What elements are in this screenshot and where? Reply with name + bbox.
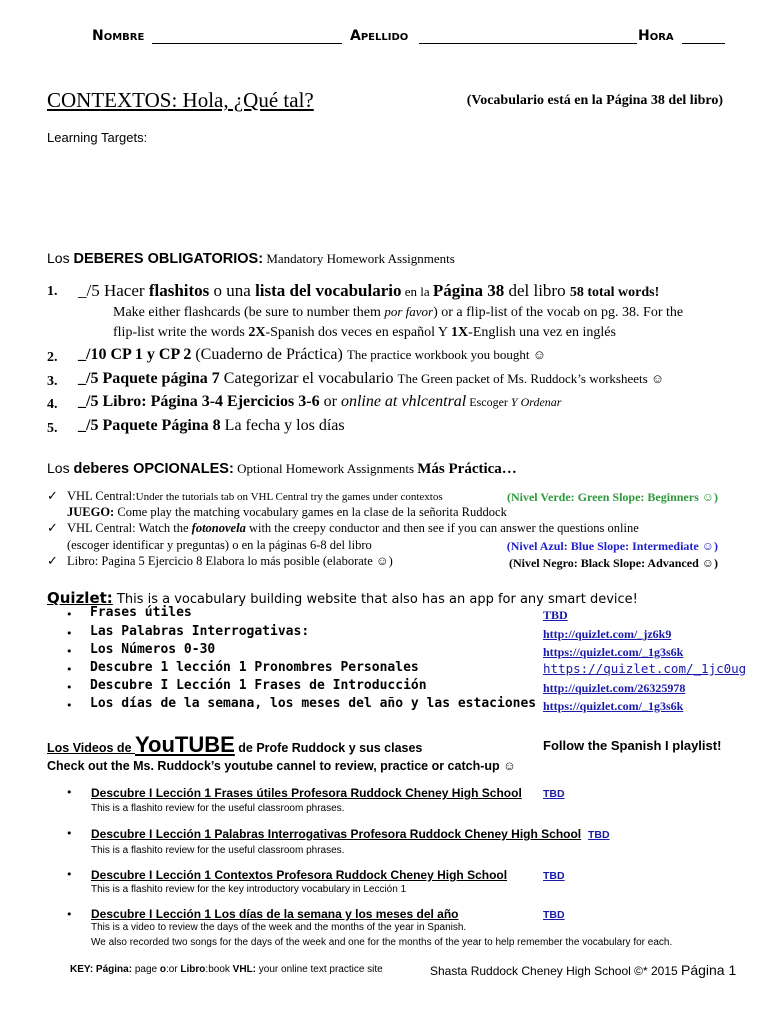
item-number: 5.: [47, 421, 58, 436]
bullet: •: [66, 908, 73, 921]
vocab-note: (Vocabulario está en la Página 38 del libro): [466, 93, 723, 108]
quizlet-item: Los días de la semana, los meses del año y las estaciones: [90, 696, 537, 711]
mandatory-item-2: _/10 CP 1 y CP 2 (Cuaderno de Práctica) The practice workbook you bought ☺: [78, 346, 547, 363]
check-icon: ✓: [47, 521, 58, 536]
mandatory-item-1-desc-1: Make either flashcards (be sure to number them por favor) or a flip-list of the vocab on pg. 38. For the: [113, 304, 684, 320]
item-number: 4.: [47, 397, 58, 412]
quizlet-link[interactable]: https://quizlet.com/_1g3s6k: [543, 645, 684, 659]
video-title[interactable]: Descubre I Lección 1 Los días de la semana y los meses del año: [91, 907, 459, 921]
video-desc: This is a video to review the days of the week and the months of the year in Spanish.: [91, 922, 467, 933]
optional-heading: Los deberes OPCIONALES: Optional Homework Assignments Más Práctica…: [47, 460, 517, 477]
quizlet-link[interactable]: https://quizlet.com/_1jc0ug: [543, 661, 747, 676]
check-icon: ✓: [47, 554, 58, 569]
optional-line-2: JUEGO: Come play the matching vocabulary games en la clase de la señorita Ruddock: [67, 505, 507, 519]
video-link[interactable]: TBD: [588, 829, 610, 841]
mandatory-item-1: _/5 Hacer flashitos o una lista del vocabulario en la Página 38 del libro 58 total words!: [78, 281, 660, 300]
mandatory-item-5: _/5 Paquete Página 8 La fecha y los días: [78, 417, 345, 434]
quizlet-link[interactable]: http://quizlet.com/26325978: [543, 681, 686, 695]
item-number: 1.: [47, 284, 58, 299]
mandatory-heading: Los DEBERES OBLIGATORIOS: Mandatory Homework Assignments: [47, 250, 455, 267]
footer-credit: Shasta Ruddock Cheney High School ©* 2015 Página 1: [430, 962, 737, 978]
quizlet-item: Descubre I Lección 1 Frases de Introducción: [90, 678, 427, 693]
check-icon: ✓: [47, 489, 58, 504]
youtube-heading: Los Videos de YouTUBE de Profe Ruddock y sus clases: [47, 732, 423, 757]
quizlet-link[interactable]: http://quizlet.com/_jz6k9: [543, 627, 672, 641]
video-desc: We also recorded two songs for the days of the week and one for the months of the year to help remember the vocabulary for each.: [91, 937, 673, 948]
mandatory-item-1-desc-2: flip-list write the words 2X-Spanish dos veces en español Y 1X-English una vez en inglés: [113, 325, 616, 340]
playlist-note: Follow the Spanish I playlist!: [543, 738, 722, 753]
optional-line-1: VHL Central:Under the tutorials tab on VHL Central try the games under contextos: [67, 489, 443, 503]
bullet: •: [66, 786, 73, 799]
learning-targets-label: Learning Targets:: [47, 130, 148, 145]
bullet: •: [66, 827, 73, 840]
quizlet-item: Las Palabras Interrogativas:: [90, 624, 310, 639]
quizlet-link[interactable]: https://quizlet.com/_1g3s6k: [543, 699, 684, 713]
apellido-line: [419, 43, 637, 44]
bullet: •: [66, 645, 73, 658]
mandatory-item-4: _/5 Libro: Página 3-4 Ejercicios 3-6 or online at vhlcentral Escoger Y Ordenar: [78, 393, 562, 410]
bullet: •: [66, 627, 73, 640]
level-green: (Nivel Verde: Green Slope: Beginners ☺): [506, 490, 718, 504]
quizlet-link[interactable]: TBD: [543, 608, 568, 622]
quizlet-heading: Quizlet: This is a vocabulary building website that also has an app for any smart device!: [47, 589, 638, 607]
level-black: (Nivel Negro: Black Slope: Advanced ☺): [508, 556, 718, 570]
bullet: •: [66, 868, 73, 881]
quizlet-item: Los Números 0-30: [90, 642, 216, 657]
apellido-label: Apellido: [350, 28, 409, 44]
youtube-check-out: Check out the Ms. Ruddock’s youtube cannel to review, practice or catch-up ☺: [47, 759, 516, 773]
hora-line: [682, 43, 725, 44]
video-title[interactable]: Descubre I Lección 1 Contextos Profesora Ruddock Cheney High School: [91, 868, 508, 882]
video-desc: This is a flashito review for the key introductory vocabulary in Lección 1: [91, 884, 407, 895]
quizlet-item: Frases útiles: [90, 605, 192, 620]
video-link[interactable]: TBD: [543, 788, 565, 800]
item-number: 2.: [47, 350, 58, 365]
page-title: CONTEXTOS: Hola, ¿Qué tal?: [47, 88, 314, 112]
optional-line-5: Libro: Pagina 5 Ejercicio 8 Elabora lo más posible (elaborate ☺): [67, 554, 393, 568]
optional-line-3: VHL Central: Watch the fotonovela with the creepy conductor and then see if you can answer the questions online: [67, 521, 639, 535]
video-desc: This is a flashito review for the useful classroom phrases.: [91, 845, 345, 856]
video-desc: This is a flashito review for the useful classroom phrases.: [91, 803, 345, 814]
optional-line-4: (escoger identificar y preguntas) o en la páginas 6-8 del libro: [67, 538, 372, 552]
hora-label: Hora: [638, 28, 674, 44]
mandatory-item-3: _/5 Paquete página 7 Categorizar el vocabulario The Green packet of Ms. Ruddock’s worksheets ☺: [78, 370, 665, 387]
quizlet-item: Descubre 1 lección 1 Pronombres Personales: [90, 660, 419, 675]
bullet: •: [66, 681, 73, 694]
nombre-line: [152, 43, 342, 44]
nombre-label: Nombre: [92, 28, 145, 44]
video-link[interactable]: TBD: [543, 909, 565, 921]
bullet: •: [66, 663, 73, 676]
video-title[interactable]: Descubre I Lección 1 Frases útiles Profesora Ruddock Cheney High School: [91, 786, 522, 800]
level-blue: (Nivel Azul: Blue Slope: Intermediate ☺): [506, 539, 718, 553]
footer-key: KEY: Página: page o:or Libro:book VHL: your online text practice site: [70, 964, 383, 975]
item-number: 3.: [47, 374, 58, 389]
video-title[interactable]: Descubre I Lección 1 Palabras Interrogativas Profesora Ruddock Cheney High School: [91, 827, 582, 841]
video-link[interactable]: TBD: [543, 870, 565, 882]
bullet: •: [66, 699, 73, 712]
bullet: •: [66, 608, 73, 621]
